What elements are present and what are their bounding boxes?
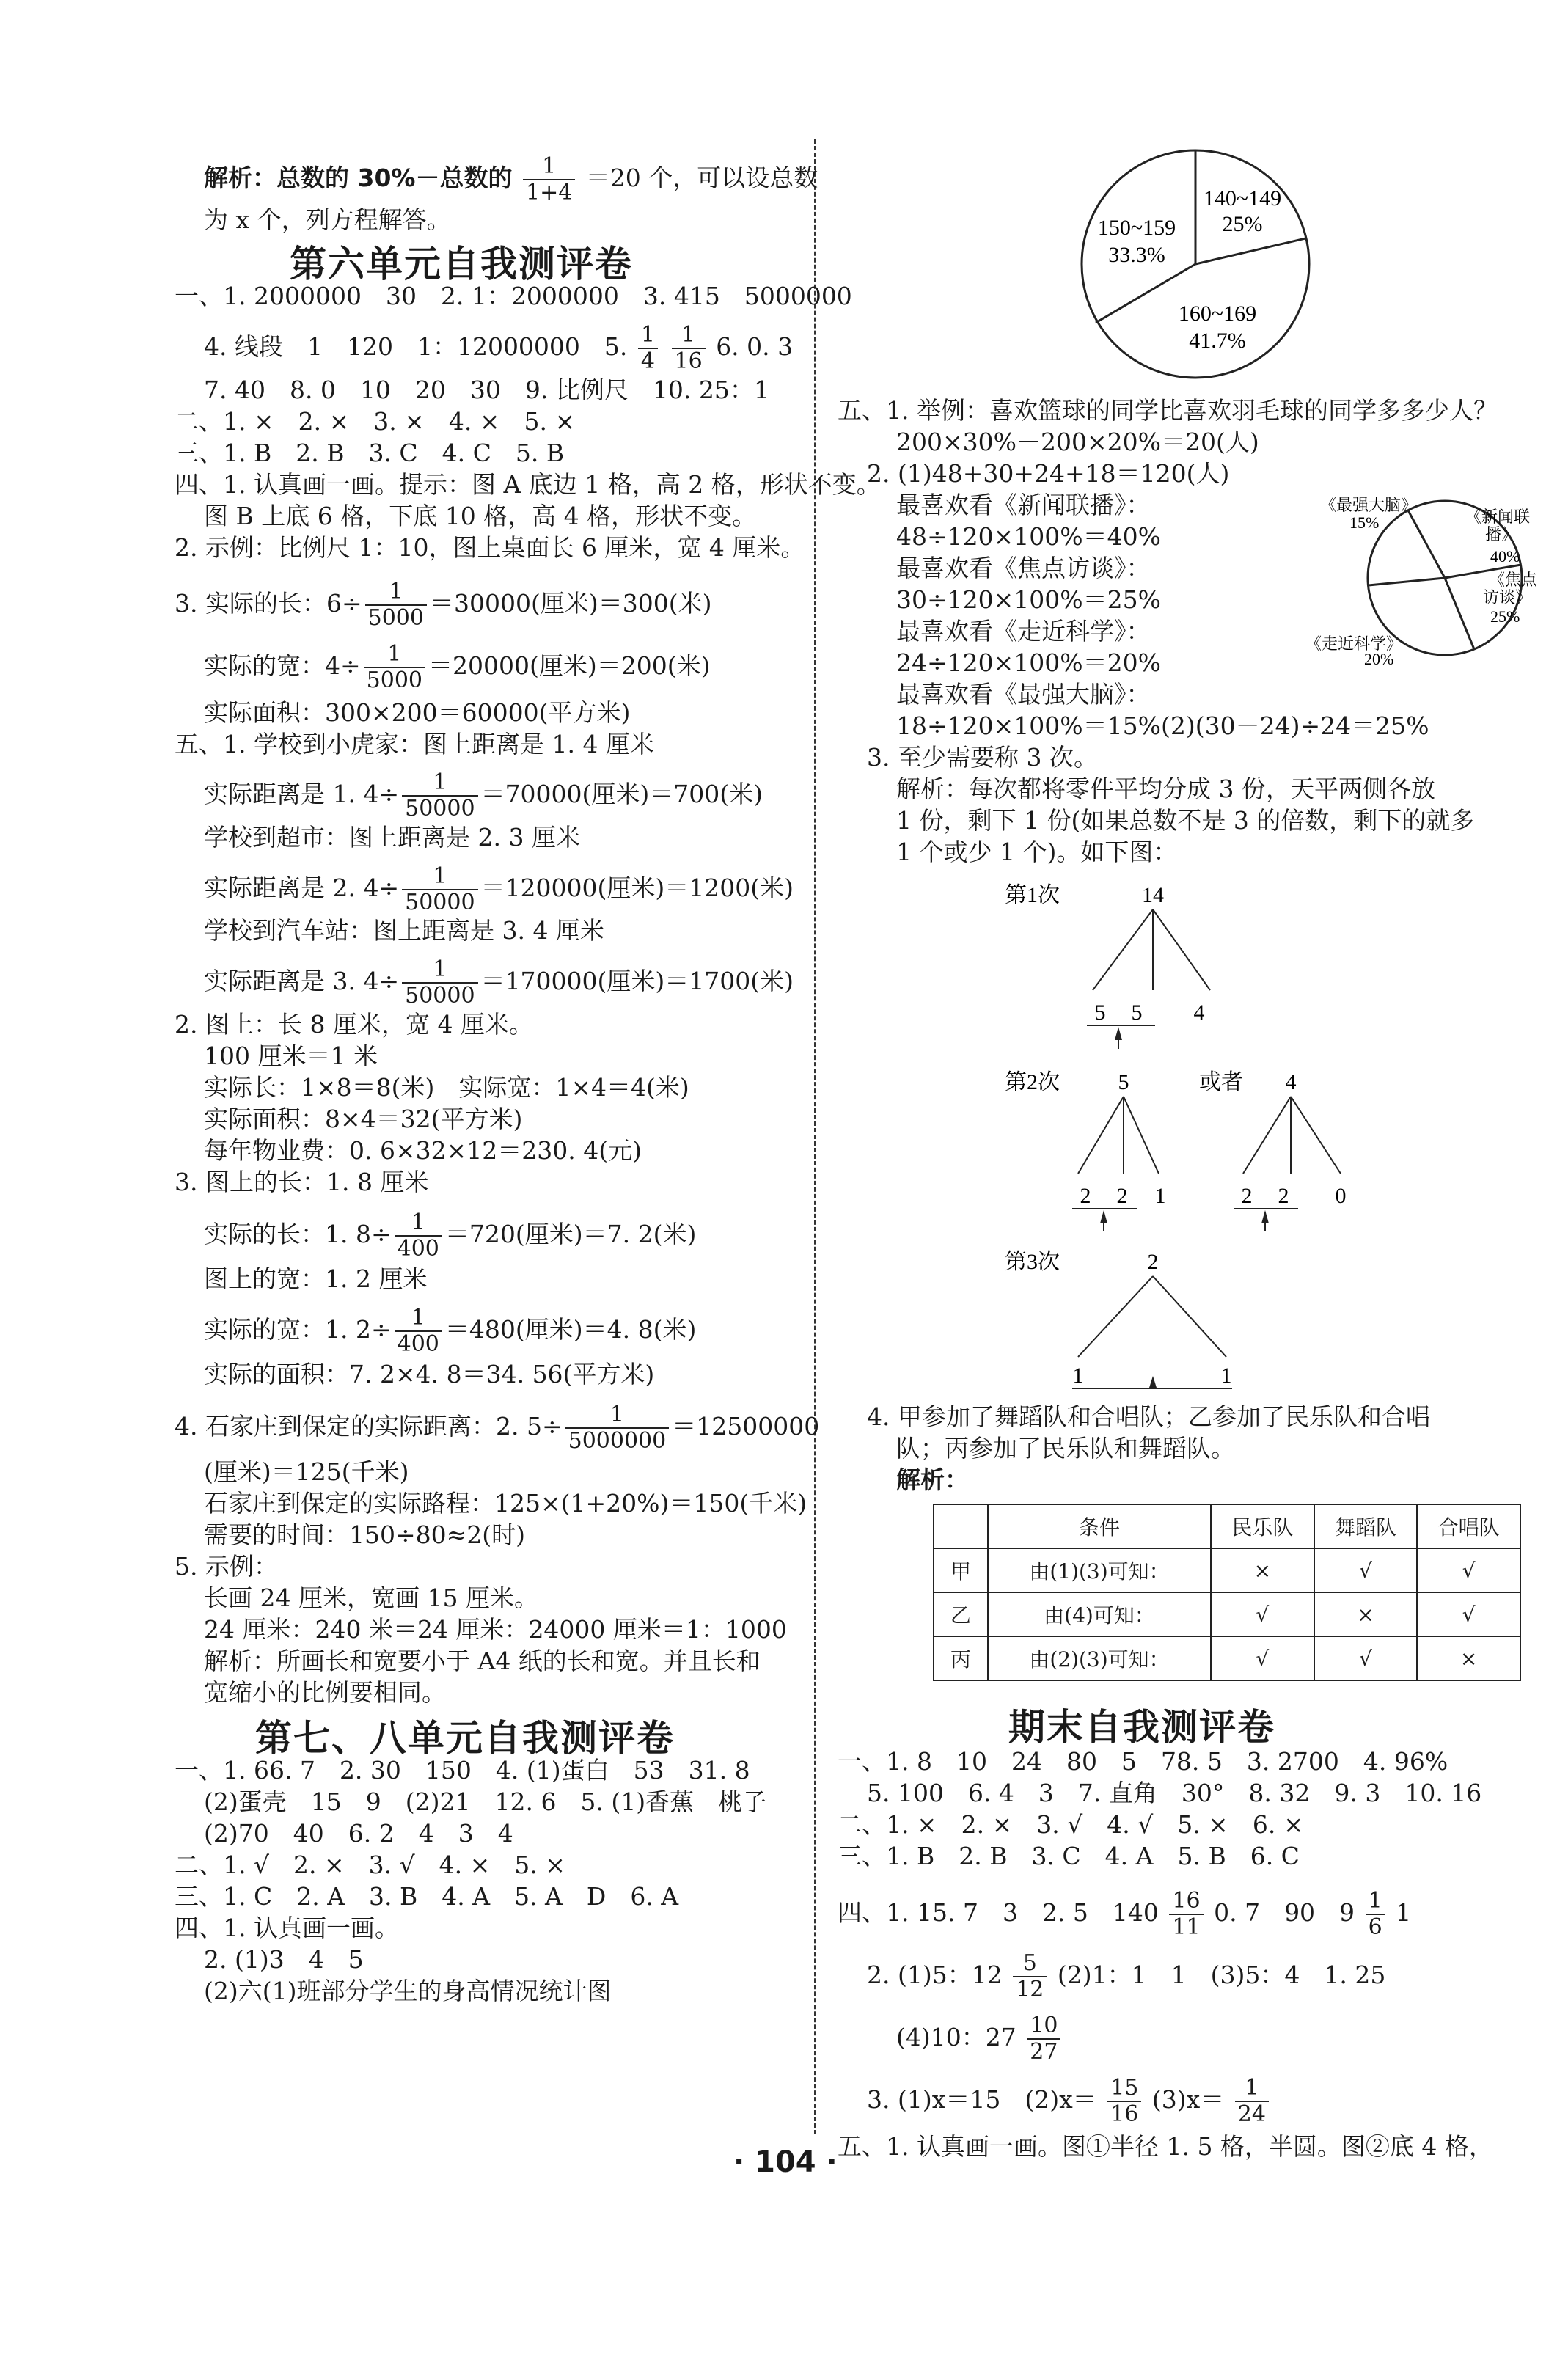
answer-line: 3. 图上的长：1. 8 厘米 [175,1168,429,1196]
tree-node: 1 [1072,1363,1084,1388]
tree-node: 4 [1193,1000,1205,1025]
table-cell: × [1314,1592,1418,1636]
tree-node: 2 [1080,1184,1091,1208]
answer-line: 学校到超市：图上距离是 2. 3 厘米 [204,823,580,852]
pie-label: 《走近科学》 [1305,634,1403,653]
pie-label: 播》 [1485,525,1518,543]
answer-line: 解析：所画长和宽要小于 A4 纸的长和宽。并且长和 [204,1647,761,1675]
unit6-title: 第六单元自我测评卷 [290,243,633,285]
step-label: 第1次 [1005,883,1060,907]
answer-line: 实际的宽：4÷ $\frac{1}{5000}$ ＝20000(厘米)＝200(米) [204,641,711,693]
tree-node: 2 [1278,1184,1289,1208]
pie-label: 《焦点 [1489,571,1538,589]
answer-line: 三、1. C 2. A 3. B 4. A 5. A D 6. A [175,1882,679,1911]
weighing-diagram [990,873,1430,1401]
tree-node: 2 [1147,1250,1159,1274]
fraction: $\frac{1}{50000}$ [402,864,477,915]
answer-line: 解析：每次都将零件平均分成 3 份，天平两侧各放 [896,775,1435,803]
table-header: 合唱队 [1417,1504,1520,1548]
height-pie-chart [1078,147,1313,381]
answer-line: 实际距离是 2. 4÷ $\frac{1}{50000}$ ＝120000(厘米)＝1200(米) [204,863,794,915]
table-cell: √ [1417,1592,1520,1636]
answer-line: 4. 石家庄到保定的实际距离：2. 5÷ $\frac{1}{5000000}$ ＝12500000 [175,1402,820,1454]
table-cell: × [1211,1548,1314,1592]
fraction: $\frac{1}{50000}$ [402,957,477,1009]
logic-table [933,1504,1521,1681]
answer-line: 3. 实际的长：6÷ $\frac{1}{5000}$ ＝30000(厘米)＝300(米) [175,579,712,631]
tree-node: 4 [1285,1070,1297,1094]
answer-line: 最喜欢看《走近科学》： [896,617,1151,645]
fraction: $\frac{1}{5000}$ [364,642,425,693]
tree-node: 2 [1116,1184,1128,1208]
answer-line: 30÷120×100%＝25% [896,585,1161,614]
table-cell: 甲 [934,1548,988,1592]
fraction: $\frac{5}{12}$ [1013,1951,1047,2002]
tree-node: 2 [1241,1184,1253,1208]
tree-branch [1291,1097,1341,1174]
answer-line: 1 份，剩下 1 份(如果总数不是 3 的倍数，剩下的就多 [896,806,1475,835]
answer-line: 最喜欢看《焦点访谈》： [896,554,1151,582]
answer-line: 四、1. 认真画一画。提示：图 A 底边 1 格，高 2 格，形状不变。 [175,470,881,499]
table-cell: 丙 [934,1636,988,1680]
table-cell: √ [1211,1636,1314,1680]
intro-line-2: 为 x 个，列方程解答。 [204,205,451,234]
table-header-row [934,1504,1520,1548]
tree-branch [1078,1097,1124,1174]
fraction: $\frac{1}{4}$ [638,323,658,374]
pie-label: 140~149 [1203,186,1282,211]
answer-line: 实际面积：8×4＝32(平方米) [204,1105,523,1133]
table-cell: 由(1)(3)可知： [988,1548,1211,1592]
pie-label: 《最强大脑》 [1320,496,1418,514]
pie-label: 160~169 [1178,301,1257,326]
fraction: $\frac{1}{50000}$ [402,770,477,821]
answer-line: 二、1. × 2. × 3. × 4. × 5. × [175,407,576,436]
tree-branch [1153,909,1210,990]
answer-line: 最喜欢看《最强大脑》： [896,680,1151,709]
table-cell: √ [1417,1548,1520,1592]
answer-line: (2)六(1)班部分学生的身高情况统计图 [204,1977,612,2005]
fraction: $\frac{1}{5000}$ [365,579,427,631]
pie-label: 访谈》 [1483,588,1532,607]
answer-line: 长画 24 厘米，宽画 15 厘米。 [204,1584,538,1612]
tree-branch [1093,909,1153,990]
answer-line: (2)70 40 6. 2 4 3 4 [204,1819,513,1848]
table-cell: √ [1314,1636,1418,1680]
answer-line: 18÷120×100%＝15%(2)(30－24)÷24＝25% [896,711,1429,740]
answer-line: 24 厘米：240 米＝24 厘米：24000 厘米＝1：1000 [204,1615,787,1644]
tree-node: 5 [1131,1000,1143,1025]
answer-line: 4. 线段 1 120 1：12000000 5. $\frac{1}{4}$ $\frac{1}{16}$ 6. 0. 3 [204,322,794,374]
pie-label: 33.3% [1108,243,1165,267]
page-number: · 104 · [733,2145,838,2179]
answer-line: 一、1. 66. 7 2. 30 150 4. (1)蛋白 53 31. 8 [175,1756,750,1785]
pie-label: 15% [1349,513,1380,532]
answer-line: 队；丙参加了民乐队和舞蹈队。 [896,1434,1235,1463]
answer-line: 五、1. 认真画一画。图①半径 1. 5 格，半圆。图②底 4 格， [838,2132,1493,2161]
table-cell: √ [1211,1592,1314,1636]
table-row [934,1592,1520,1636]
answer-line: 实际面积：300×200＝60000(平方米) [204,698,631,727]
fraction: $\frac{1}{1+4}$ [523,154,575,205]
answer-line: 24÷120×100%＝20% [896,648,1161,677]
table-cell: 乙 [934,1592,988,1636]
pie-label: 150~159 [1097,216,1176,240]
fraction: $\frac{1}{5000000}$ [565,1402,670,1454]
tree-node: 0 [1335,1184,1347,1208]
answer-line: 实际的面积：7. 2×4. 8＝34. 56(平方米) [204,1360,655,1388]
answer-line: 最喜欢看《新闻联播》： [896,491,1151,519]
tree-node: 1 [1154,1184,1166,1208]
step-label: 第2次 [1005,1070,1060,1094]
answer-line: (厘米)＝125(千米) [204,1457,409,1486]
answer-line: 需要的时间：150÷80≈2(时) [204,1520,526,1549]
table-header: 民乐队 [1211,1504,1314,1548]
answer-line: 石家庄到保定的实际路程：125×(1+20%)＝150(千米) [204,1489,807,1518]
answer-line: 3. 至少需要称 3 次。 [867,743,1098,772]
tree-branch [1153,1276,1226,1357]
step-label: 第3次 [1005,1250,1060,1274]
table-row [934,1636,1520,1680]
tree-branch [1124,1097,1159,1174]
answer-line: 二、1. × 2. × 3. √ 4. √ 5. × 6. × [838,1810,1304,1839]
tree-node: 5 [1118,1070,1129,1094]
answer-line: 实际距离是 1. 4÷ $\frac{1}{50000}$ ＝70000(厘米)＝700(米) [204,769,763,821]
table-header: 舞蹈队 [1314,1504,1418,1548]
answer-line: 宽缩小的比例要相同。 [204,1678,446,1707]
pie-label: 20% [1364,650,1394,667]
answer-line: 4. 甲参加了舞蹈队和合唱队；乙参加了民乐队和合唱 [867,1402,1430,1431]
pie-label: 25% [1222,212,1263,236]
answer-line: 实际距离是 3. 4÷ $\frac{1}{50000}$ ＝170000(厘米)＝1700(米) [204,956,794,1009]
table-corner-cell [934,1504,988,1548]
pie-label: 41.7% [1189,329,1246,353]
unit78-title: 第七、八单元自我测评卷 [255,1717,675,1760]
answer-line: 200×30%－200×20%＝20(人) [896,428,1259,456]
table-row [934,1548,1520,1592]
answer-line: 2. (1)5：12 $\frac{5}{12}$ (2)1：1 1 (3)5：4 1. 25 [867,1950,1386,2002]
fraction: $\frac{1}{400}$ [395,1306,442,1357]
table-cell: × [1417,1636,1520,1680]
answer-line: (2)蛋壳 15 9 (2)21 12. 6 5. (1)香蕉 桃子 [204,1787,767,1816]
answer-line: 四、1. 认真画一画。 [175,1914,399,1942]
answer-line: 100 厘米＝1 米 [204,1042,378,1070]
answer-line: 1 个或少 1 个)。如下图： [896,838,1178,866]
answer-line: 四、1. 15. 7 3 2. 5 140 $\frac{16}{11}$ 0. 7 90 9 $\frac{1}{6}$ 1 [838,1888,1412,1940]
answer-line: 实际长：1×8＝8(米) 实际宽：1×4＝4(米) [204,1073,689,1102]
fraction: $\frac{1}{400}$ [395,1210,442,1262]
final-title: 期末自我测评卷 [1008,1706,1275,1749]
pie-label: 40% [1490,547,1520,565]
answer-line: 图 B 上底 6 格，下底 10 格，高 4 格，形状不变。 [204,502,757,530]
pie-label: 25% [1490,607,1520,626]
tree-node: 14 [1142,883,1164,907]
or-label: 或者 [1199,1070,1243,1094]
answer-line: 三、1. B 2. B 3. C 4. C 5. B [175,439,565,467]
answer-line: (4)10：27 $\frac{10}{27}$ [896,2013,1063,2065]
table-header: 条件 [988,1504,1211,1548]
answer-line: 每年物业费：0. 6×32×12＝230. 4(元) [204,1136,642,1165]
tree-branch [1243,1097,1291,1174]
fraction: $\frac{1}{16}$ [672,323,706,374]
answer-line: 2. (1)48+30+24+18＝120(人) [867,459,1230,488]
answer-line: 图上的宽：1. 2 厘米 [204,1264,428,1293]
answer-line: 2. 示例：比例尺 1：10，图上桌面长 6 厘米，宽 4 厘米。 [175,533,805,562]
answer-line: 实际的长：1. 8÷ $\frac{1}{400}$ ＝720(厘米)＝7. 2(米) [204,1209,697,1262]
tree-node: 1 [1220,1363,1232,1388]
fraction: $\frac{1}{24}$ [1235,2076,1269,2127]
tree-branch [1078,1276,1153,1357]
answer-line: 一、1. 8 10 24 80 5 78. 5 3. 2700 4. 96% [838,1747,1448,1776]
answer-line: 48÷120×100%＝40% [896,522,1161,551]
answer-line: 五、1. 举例：喜欢篮球的同学比喜欢羽毛球的同学多多少人？ [838,396,1498,425]
column-divider [814,139,816,2134]
fulcrum-arrow [1149,1376,1157,1388]
answer-line: 3. (1)x＝15 (2)x＝ $\frac{15}{16}$ (3)x＝ $\frac{1}{24}$ [867,2076,1272,2127]
tree-node: 5 [1094,1000,1106,1025]
answer-line: 五、1. 学校到小虎家：图上距离是 1. 4 厘米 [175,730,654,758]
fraction: $\frac{1}{6}$ [1366,1889,1385,1940]
pie-label: 《新闻联 [1465,508,1531,526]
table-cell: 由(2)(3)可知： [988,1636,1211,1680]
answer-line: 一、1. 2000000 30 2. 1：2000000 3. 415 5000000 [175,282,852,310]
answer-line: 2. 图上：长 8 厘米，宽 4 厘米。 [175,1010,533,1039]
answer-line: 解析： [896,1465,969,1494]
fraction: $\frac{16}{11}$ [1169,1889,1203,1940]
answer-line: 学校到汽车站：图上距离是 3. 4 厘米 [204,916,604,945]
answer-line: 7. 40 8. 0 10 20 30 9. 比例尺 10. 25：1 [204,376,769,404]
table-cell: 由(4)可知： [988,1592,1211,1636]
table-cell: √ [1314,1548,1418,1592]
tv-pie-chart [1232,491,1555,667]
answer-line: 二、1. √ 2. × 3. √ 4. × 5. × [175,1851,565,1879]
answer-line: 2. (1)3 4 5 [204,1945,364,1974]
answer-line: 三、1. B 2. B 3. C 4. A 5. B 6. C [838,1842,1300,1870]
fraction: $\frac{15}{16}$ [1107,2076,1141,2127]
intro-line-1: 解析：总数的 30%－总数的 $\frac{1}{1+4}$ ＝20 个，可以设总数 [204,153,818,205]
answer-line: 实际的宽：1. 2÷ $\frac{1}{400}$ ＝480(厘米)＝4. 8(米) [204,1305,697,1357]
answer-line: 5. 示例： [175,1552,278,1581]
answer-line: 5. 100 6. 4 3 7. 直角 30° 8. 32 9. 3 10. 16 [867,1779,1482,1807]
fraction: $\frac{10}{27}$ [1027,2013,1060,2065]
